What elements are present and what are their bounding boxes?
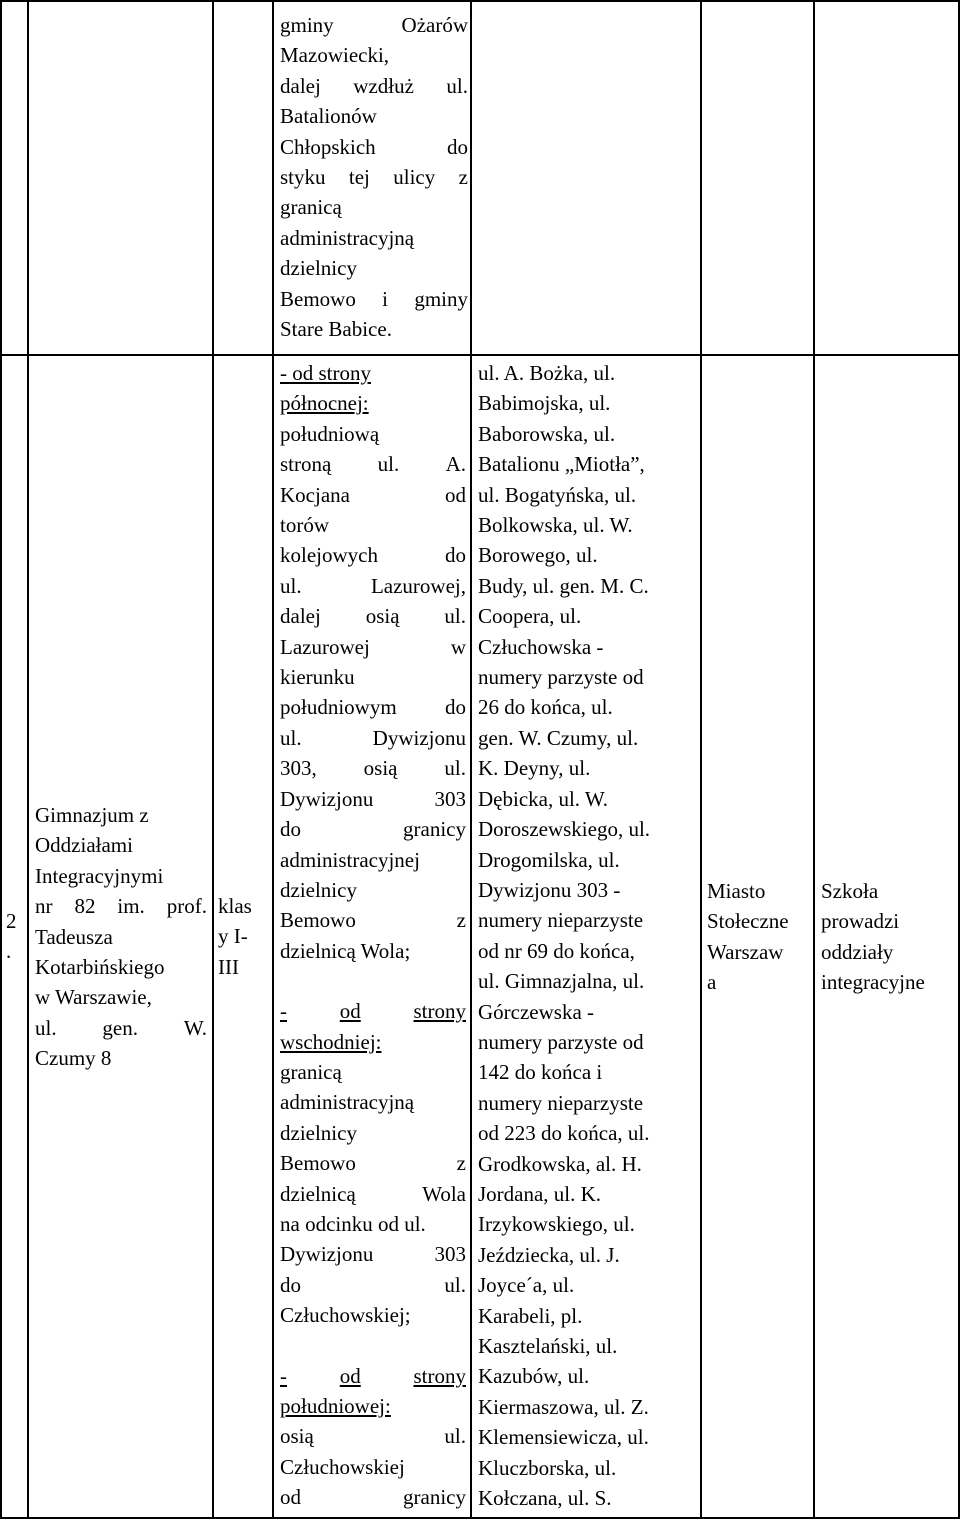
school-name-line: Tadeusza bbox=[35, 924, 113, 949]
column-divider bbox=[813, 0, 815, 1519]
boundary-line: na odcinku od ul. bbox=[280, 1211, 426, 1236]
word: Lazurowej bbox=[280, 634, 370, 659]
street-line: numery parzyste od bbox=[478, 665, 644, 690]
table-border-top bbox=[0, 0, 960, 2]
school-name-line: w Warszawie, bbox=[35, 985, 152, 1010]
word: - bbox=[280, 999, 287, 1024]
street-line: ul. Bogatyńska, ul. bbox=[478, 482, 637, 507]
street-line: Batalionu „Miotła”, bbox=[478, 452, 645, 477]
word: 303 bbox=[434, 1242, 466, 1267]
street-line: numery nieparzyste bbox=[478, 1090, 644, 1115]
street-line: 142 do końca i bbox=[478, 1060, 603, 1085]
word: ul. bbox=[280, 573, 302, 598]
boundary-line: administracyjną bbox=[280, 1090, 415, 1115]
remarks-line: prowadzi bbox=[821, 909, 900, 934]
word: gminy bbox=[280, 13, 334, 37]
governing-body-line: Warszaw bbox=[707, 939, 784, 964]
word: Dywizjonu bbox=[280, 1242, 374, 1267]
word: od bbox=[339, 999, 361, 1024]
street-line: Karabeli, pl. bbox=[478, 1303, 583, 1328]
word: granicy bbox=[403, 1485, 466, 1510]
column-divider bbox=[0, 0, 2, 1519]
word: gen. bbox=[102, 1015, 138, 1040]
row-number-cell bbox=[6, 906, 26, 967]
street-line: Kazubów, ul. bbox=[478, 1364, 590, 1389]
boundary-line: Mazowiecki, bbox=[280, 43, 390, 68]
column-divider bbox=[470, 0, 472, 1519]
boundary-line bbox=[280, 284, 468, 314]
north-heading: - od strony bbox=[280, 361, 371, 385]
boundary-line bbox=[280, 632, 466, 662]
boundary-line: Człuchowskiej; bbox=[280, 1303, 411, 1328]
word: wzdłuż bbox=[353, 73, 414, 98]
word: Dywizjonu bbox=[372, 725, 466, 750]
street-line: Budy, ul. gen. M. C. bbox=[478, 573, 649, 598]
word: ul. bbox=[377, 452, 400, 477]
boundary-line bbox=[280, 132, 468, 162]
word: ul. bbox=[35, 1015, 57, 1040]
word: południowym bbox=[280, 695, 397, 720]
remarks-cell bbox=[821, 876, 958, 998]
column-divider bbox=[700, 0, 702, 1519]
street-line: Jeździecka, ul. J. bbox=[478, 1242, 620, 1267]
word: ul. bbox=[444, 604, 466, 629]
boundary-description-cell bbox=[280, 358, 466, 1513]
boundary-line bbox=[280, 1421, 466, 1451]
column-divider bbox=[27, 0, 29, 1519]
word: ul. bbox=[444, 1272, 466, 1297]
word: Lazurowej, bbox=[370, 573, 466, 598]
boundary-line bbox=[280, 692, 466, 722]
word: z bbox=[458, 165, 468, 190]
boundary-line: dzielnicą Wola; bbox=[280, 938, 411, 963]
street-line: Klemensiewicza, ul. bbox=[478, 1425, 649, 1450]
boundary-line bbox=[280, 1270, 466, 1300]
street-line: Kluczborska, ul. bbox=[478, 1455, 617, 1480]
class-range-cell bbox=[218, 891, 272, 982]
word: ul. bbox=[280, 725, 302, 750]
word: prof. bbox=[166, 894, 207, 919]
boundary-line: torów bbox=[280, 513, 329, 538]
remarks-line: Szkoła bbox=[821, 879, 879, 903]
boundary-line: administracyjnej bbox=[280, 847, 420, 872]
word: strony bbox=[413, 999, 466, 1024]
table-border-bottom bbox=[0, 1517, 960, 1519]
boundary-line bbox=[280, 1179, 466, 1209]
boundary-line bbox=[280, 723, 466, 753]
street-line: Irzykowskiego, ul. bbox=[478, 1212, 635, 1237]
remarks-line: integracyjne bbox=[821, 970, 925, 995]
word: dalej bbox=[280, 73, 321, 98]
boundary-line bbox=[280, 449, 466, 479]
boundary-line bbox=[280, 753, 466, 783]
word: ul. bbox=[444, 756, 466, 781]
school-name-line: Czumy 8 bbox=[35, 1046, 112, 1071]
street-line: ul. A. Bożka, ul. bbox=[478, 361, 616, 385]
row-divider bbox=[0, 354, 960, 356]
boundary-line: dzielnicy bbox=[280, 877, 357, 902]
school-name-line: Gimnazjum z bbox=[35, 803, 149, 827]
boundary-line: kierunku bbox=[280, 665, 355, 690]
boundary-line bbox=[280, 10, 468, 40]
word: dalej bbox=[280, 604, 321, 629]
word: Chłopskich bbox=[280, 134, 376, 159]
row-number-line: . bbox=[6, 939, 12, 964]
street-line: Górczewska - bbox=[478, 999, 595, 1024]
word: do bbox=[445, 543, 466, 568]
street-line: Kasztelański, ul. bbox=[478, 1334, 618, 1358]
boundary-line bbox=[280, 480, 466, 510]
governing-body-line: Miasto bbox=[707, 879, 766, 903]
school-name-line: Kotarbińskiego bbox=[35, 955, 165, 980]
south-heading: południowej: bbox=[280, 1394, 391, 1418]
word: im. bbox=[117, 894, 145, 919]
word: granicy bbox=[403, 817, 466, 842]
street-line: od nr 69 do końca, bbox=[478, 938, 635, 963]
street-line: Dywizjonu 303 - bbox=[478, 877, 621, 902]
street-line: Doroszewskiego, ul. bbox=[478, 817, 651, 842]
word: ul. bbox=[444, 1424, 466, 1449]
class-line: y I- bbox=[218, 924, 248, 949]
boundary-line bbox=[280, 601, 466, 631]
school-name-line bbox=[35, 891, 207, 921]
word: gminy bbox=[414, 286, 468, 311]
word: od bbox=[339, 1363, 361, 1388]
boundary-line bbox=[280, 1239, 466, 1269]
governing-body-line: a bbox=[707, 970, 717, 995]
boundary-line: Człuchowskiej bbox=[280, 1454, 405, 1479]
word: od bbox=[280, 1485, 301, 1510]
word: osią bbox=[365, 604, 400, 629]
boundary-line bbox=[280, 1148, 466, 1178]
street-line: od 223 do końca, ul. bbox=[478, 1121, 650, 1146]
streets-list-cell bbox=[478, 358, 699, 1513]
street-line: Babimojska, ul. bbox=[478, 391, 611, 416]
street-line: Grodkowska, al. H. bbox=[478, 1151, 642, 1176]
word: strony bbox=[413, 1363, 466, 1388]
boundary-line: granicą bbox=[280, 195, 342, 220]
word: 303 bbox=[434, 786, 466, 811]
north-heading: północnej: bbox=[280, 391, 369, 416]
prev-row-boundary-cell bbox=[280, 10, 468, 344]
boundary-line bbox=[280, 71, 468, 101]
street-line: Borowego, ul. bbox=[478, 543, 598, 568]
class-line: III bbox=[218, 954, 239, 979]
word: do bbox=[447, 134, 468, 159]
word: nr bbox=[35, 894, 53, 919]
word: od bbox=[445, 482, 466, 507]
school-name-line: Integracyjnymi bbox=[35, 863, 164, 888]
word: - bbox=[280, 1363, 287, 1388]
word: 303, bbox=[280, 756, 317, 781]
governing-body-line: Stołeczne bbox=[707, 909, 789, 934]
word: do bbox=[280, 817, 301, 842]
word: 82 bbox=[74, 894, 96, 919]
street-line: Kołczana, ul. S. bbox=[478, 1486, 612, 1511]
word: w bbox=[450, 634, 466, 659]
street-line: Człuchowska - bbox=[478, 634, 604, 659]
boundary-line bbox=[280, 1482, 466, 1512]
word: osią bbox=[280, 1424, 314, 1449]
street-line: numery nieparzyste bbox=[478, 908, 644, 933]
word: z bbox=[456, 908, 466, 933]
word: Bemowo bbox=[280, 1151, 356, 1176]
word: Kocjana bbox=[280, 482, 350, 507]
class-line: klas bbox=[218, 894, 252, 918]
word: Bemowo bbox=[280, 908, 356, 933]
word: osią bbox=[363, 756, 398, 781]
word: A. bbox=[445, 452, 466, 477]
word: Bemowo bbox=[280, 286, 356, 311]
word: do bbox=[280, 1272, 301, 1297]
street-line: numery parzyste od bbox=[478, 1029, 644, 1054]
governing-body-cell bbox=[707, 876, 812, 998]
boundary-line: granicą bbox=[280, 1059, 342, 1084]
boundary-line bbox=[280, 814, 466, 844]
boundary-line bbox=[280, 905, 466, 935]
word: Wola bbox=[422, 1181, 466, 1206]
paragraph-gap bbox=[280, 1331, 466, 1361]
word: do bbox=[445, 695, 466, 720]
row-number-line: 2 bbox=[6, 909, 17, 933]
boundary-line: dzielnicy bbox=[280, 1120, 357, 1145]
street-line: K. Deyny, ul. bbox=[478, 756, 591, 781]
word: styku bbox=[280, 165, 326, 190]
boundary-line: Stare Babice. bbox=[280, 317, 392, 342]
word: dzielnicą bbox=[280, 1181, 356, 1206]
remarks-line: oddziały bbox=[821, 939, 894, 964]
column-divider bbox=[212, 0, 214, 1519]
school-name-line bbox=[35, 1013, 207, 1043]
school-name-line: Oddziałami bbox=[35, 833, 133, 858]
street-line: 26 do końca, ul. bbox=[478, 695, 613, 720]
word: Ożarów bbox=[401, 13, 468, 37]
word: ulicy bbox=[393, 165, 436, 190]
street-line: ul. Gimnazjalna, ul. bbox=[478, 969, 645, 994]
paragraph-gap bbox=[280, 966, 466, 996]
word: Dywizjonu bbox=[280, 786, 374, 811]
boundary-line: Batalionów bbox=[280, 104, 377, 129]
boundary-line bbox=[280, 784, 466, 814]
boundary-line: administracyjną bbox=[280, 225, 415, 250]
street-line: Baborowska, ul. bbox=[478, 421, 616, 446]
east-heading: wschodniej: bbox=[280, 1029, 382, 1054]
word: i bbox=[382, 286, 388, 311]
street-line: gen. W. Czumy, ul. bbox=[478, 725, 639, 750]
boundary-line bbox=[280, 540, 466, 570]
street-line: Jordana, ul. K. bbox=[478, 1181, 602, 1206]
street-line: Kiermaszowa, ul. Z. bbox=[478, 1394, 649, 1419]
word: z bbox=[456, 1151, 466, 1176]
column-divider bbox=[272, 0, 274, 1519]
south-heading bbox=[280, 1361, 466, 1391]
word: stroną bbox=[280, 452, 332, 477]
east-heading bbox=[280, 996, 466, 1026]
street-line: Joyce´a, ul. bbox=[478, 1273, 575, 1298]
boundary-line: dzielnicy bbox=[280, 256, 357, 281]
boundary-line bbox=[280, 162, 468, 192]
word: ul. bbox=[446, 73, 468, 98]
boundary-line: południową bbox=[280, 421, 380, 446]
boundary-line bbox=[280, 571, 466, 601]
word: tej bbox=[348, 165, 370, 190]
word: W. bbox=[183, 1015, 207, 1040]
street-line: Drogomilska, ul. bbox=[478, 847, 620, 872]
street-line: Dębicka, ul. W. bbox=[478, 786, 609, 811]
school-name-cell bbox=[35, 800, 207, 1074]
street-line: Bolkowska, ul. W. bbox=[478, 513, 633, 538]
word: kolejowych bbox=[280, 543, 378, 568]
street-line: Coopera, ul. bbox=[478, 604, 582, 629]
